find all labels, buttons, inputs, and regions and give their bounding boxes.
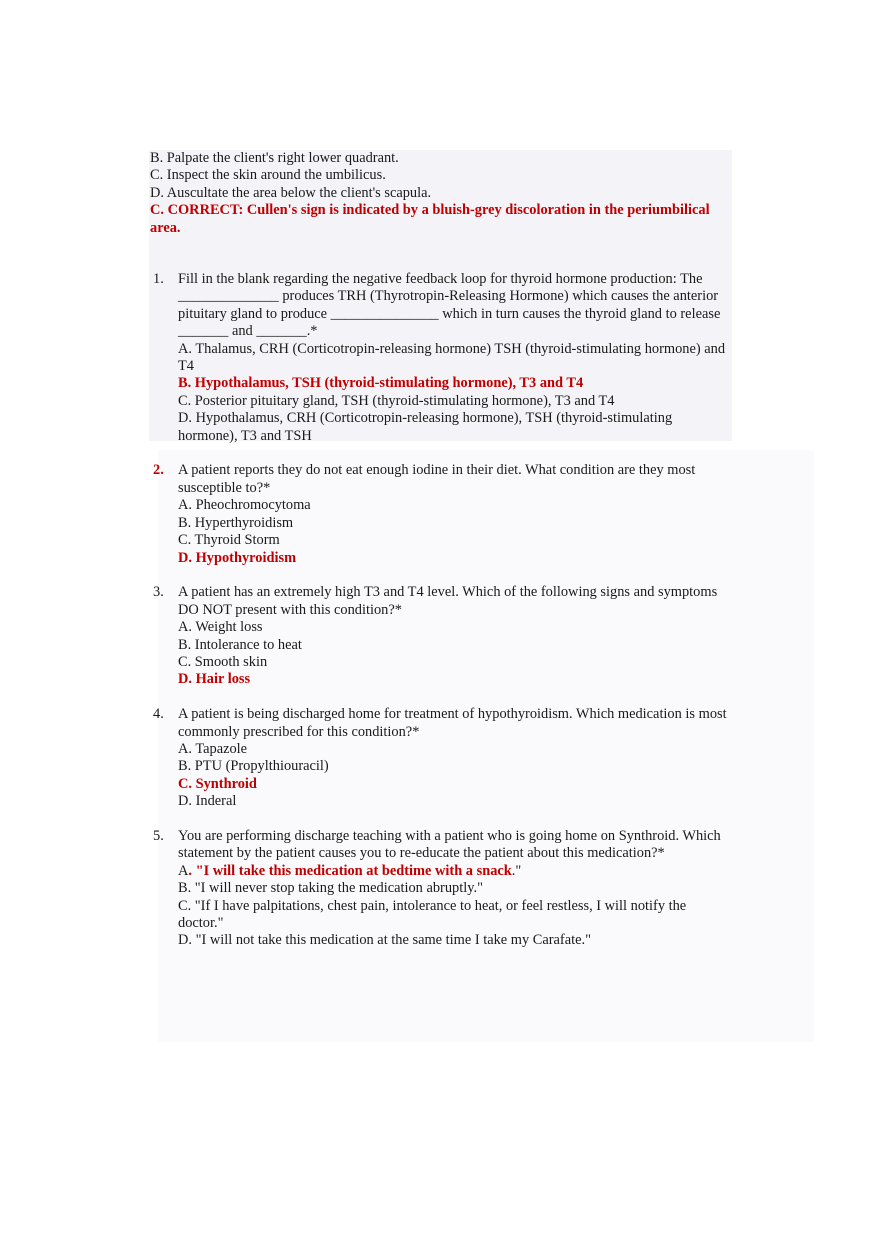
question-text: You are performing discharge teaching with a patient who is going home on Synthroid. Which statement by the patient causes you to re-educate the patient about this medication?*	[178, 827, 721, 862]
correct-answer: C. CORRECT: Cullen's sign is indicated by a bluish-grey discoloration in the periumbilical area.	[150, 202, 710, 236]
correct-option: B. Hypothalamus, TSH (thyroid-stimulating hormone), T3 and T4	[178, 375, 584, 392]
correct-option: D. Hypothyroidism	[178, 549, 297, 566]
correct-option: D. Hair loss	[178, 671, 251, 688]
correct-option: C. Synthroid	[178, 775, 257, 792]
question-text: A patient has an extremely high T3 and T4 level. Which of the following signs and symptoms DO NOT present with this condition?*	[178, 584, 718, 618]
question-4	[150, 706, 732, 810]
option: C. Posterior pituitary gland, TSH (thyroid-stimulating hormone), T3 and T4	[178, 392, 615, 409]
option: B. Palpate the client's right lower quadrant.	[150, 150, 399, 166]
option-letter: A	[178, 862, 189, 879]
option: B. Hyperthyroidism	[178, 514, 294, 531]
option-suffix: ."	[511, 862, 522, 879]
option: A. Thalamus, CRH (Corticotropin-releasing hormone) TSH (thyroid-stimulating hormone) and T4	[178, 340, 726, 375]
question-text: A patient is being discharged home for treatment of hypothyroidism. Which medication is most commonly prescribed for this condition?*	[178, 706, 727, 740]
correct-option	[178, 863, 732, 880]
option: D. Inderal	[178, 793, 237, 810]
option-bold-text: . "I will take this medication at bedtime with a snack	[188, 862, 512, 879]
question-2	[150, 462, 732, 566]
option: D. Auscultate the area below the client's scapula.	[150, 184, 432, 201]
question-number: 3.	[153, 584, 164, 601]
option: C. Thyroid Storm	[178, 532, 280, 549]
question-number: 2.	[153, 462, 164, 479]
question-text: A patient reports they do not eat enough iodine in their diet. What condition are they most susceptible to?*	[178, 462, 696, 496]
option: C. Inspect the skin around the umbilicus.	[150, 167, 386, 184]
question-number: 5.	[153, 827, 164, 844]
question-number: 4.	[153, 706, 164, 723]
document-body	[150, 150, 732, 950]
option: A. Tapazole	[178, 740, 248, 757]
question-text: Fill in the blank regarding the negative feedback loop for thyroid hormone production: The ______________ produces TRH (Thyrotropin-Releasing Hormone) which causes the anterior pituitary gland to produce _______________ which in turn causes the thyroid gland to release _______ and _______.*	[178, 271, 721, 340]
option: A. Pheochromocytoma	[178, 497, 311, 514]
option: C. Smooth skin	[178, 653, 268, 670]
option: B. "I will never stop taking the medication abruptly."	[178, 880, 483, 897]
option: D. Hypothalamus, CRH (Corticotropin-releasing hormone), TSH (thyroid-stimulating hormone), T3 and TSH	[178, 410, 673, 444]
option: C. "If I have palpitations, chest pain, intolerance to heat, or feel restless, I will notify the doctor."	[178, 897, 687, 931]
option: B. Intolerance to heat	[178, 636, 302, 653]
question-1	[150, 271, 732, 445]
question-number: 1.	[153, 271, 164, 288]
option: A. Weight loss	[178, 619, 263, 636]
option: D. "I will not take this medication at the same time I take my Carafate."	[178, 932, 591, 949]
question-5	[150, 828, 732, 950]
option: B. PTU (Propylthiouracil)	[178, 758, 329, 775]
prev-question-tail	[150, 150, 732, 237]
question-3	[150, 584, 732, 688]
